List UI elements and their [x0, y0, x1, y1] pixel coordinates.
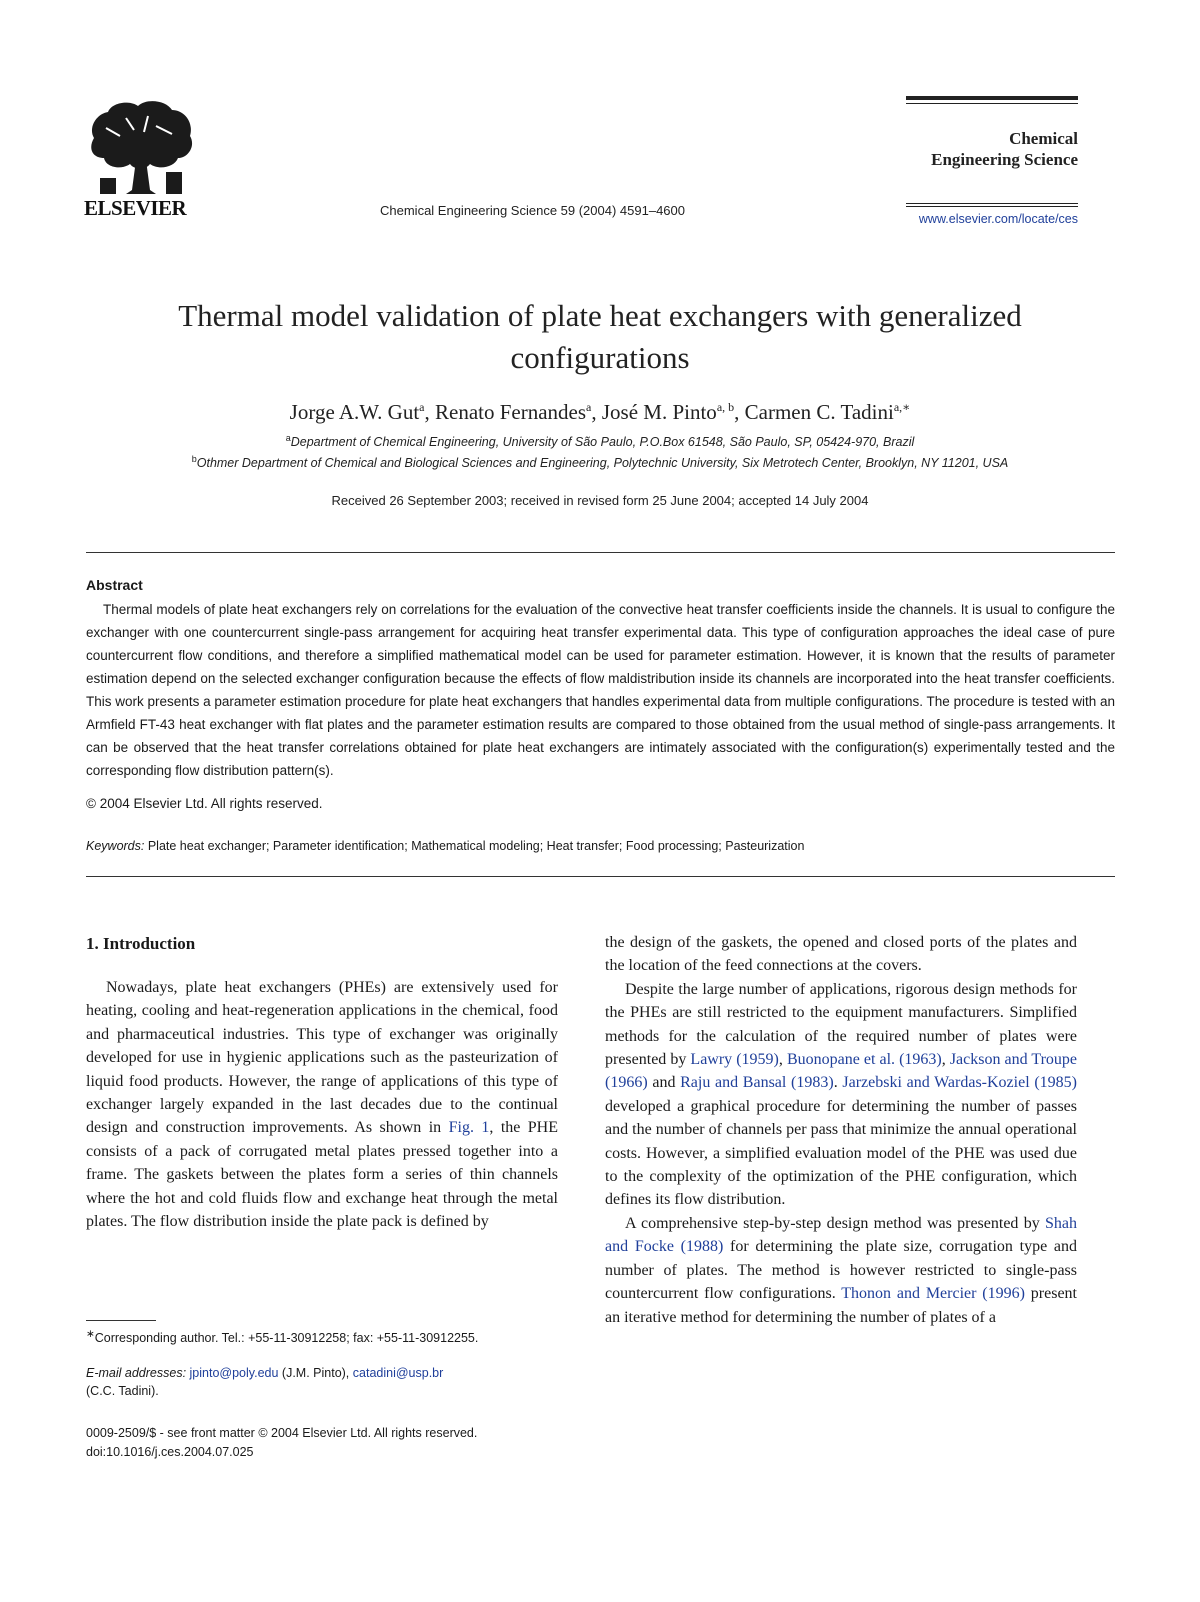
intro-sep: , — [941, 1051, 950, 1069]
intro-right-p2 — [605, 978, 1077, 1212]
ref-thonon-link[interactable]: Thonon and Mercier (1996) — [841, 1285, 1025, 1303]
abstract-rule-top — [86, 552, 1115, 553]
email-pinto-link[interactable]: jpinto@poly.edu — [189, 1366, 279, 1380]
figure-1-link[interactable]: Fig. 1 — [448, 1119, 490, 1137]
ref-shah-link[interactable]: Shah and Focke (1988) — [605, 1214, 1077, 1256]
intro-sep: , — [778, 1051, 787, 1069]
author-affil-mark: a,∗ — [893, 400, 911, 414]
ref-raju-link[interactable]: Raju and Bansal (1983) — [680, 1074, 834, 1092]
intro-right-column — [605, 931, 1077, 1329]
intro-text: present an iterative method for determining the number of plates of a — [605, 1285, 1077, 1326]
ref-jarzebski-link[interactable]: Jarzebski and Wardas-Koziel (1985) — [842, 1074, 1077, 1092]
author-name: Renato Fernandes — [435, 400, 587, 424]
footnote-rule — [86, 1320, 156, 1321]
author-name: Jorge A.W. Gut — [289, 400, 420, 424]
journal-citation: Chemical Engineering Science 59 (2004) 4591–4600 — [380, 203, 685, 218]
author-affil-mark: a, b — [716, 400, 735, 414]
received-dates: Received 26 September 2003; received in revised form 25 June 2004; accepted 14 July 2004 — [331, 493, 869, 508]
abstract-heading: Abstract — [86, 577, 143, 593]
affiliation-a — [60, 433, 1140, 449]
intro-text: A comprehensive step-by-step design method was presented by — [625, 1214, 1045, 1232]
author-name: José M. Pinto — [601, 400, 717, 424]
section-heading-introduction: 1. Introduction — [86, 934, 196, 953]
intro-text: for determining the plate size, corrugation type and number of plates. The method is however restricted to single-pass countercurrent flow configurations. — [605, 1238, 1077, 1303]
abstract-text: Thermal models of plate heat exchangers rely on correlations for the evaluation of the convective heat transfer coefficients inside the channels. It is usual to configure the exchanger with one countercurrent single-pass arrangement for acquiring heat transfer experimental data. This type of configuration approaches the ideal case of pure countercurrent flow conditions, and therefore a simplified mathematical model can be used for parameter estimation. However, it is known that the results of parameter estimation depend on the selected exchanger configuration because the effects of flow maldistribution inside its channels are incorporated into the heat transfer coefficients. This work presents a parameter estimation procedure for plate heat exchangers that handles experimental data from multiple configurations. The procedure is tested with an Armfield FT-43 heat exchanger with flat plates and the parameter estimation results are compared to those obtained from the usual method of single-pass arrangements. It can be observed that the heat transfer correlations obtained for plate heat exchangers are intimately associated with the configuration(s) experimentally tested and the corresponding flow distribution pattern(s). — [86, 602, 1115, 778]
keywords — [86, 839, 804, 853]
affiliation-a-label: a — [285, 433, 291, 443]
author-affil-mark: a — [419, 400, 425, 414]
intro-text: Despite the large number of applications, rigorous design methods for the PHEs are still restricted to the equipment manufacturers. Simplified methods for the calculation of the required number of plates were presented by — [605, 980, 1077, 1069]
email-owner: (J.M. Pinto), — [278, 1366, 353, 1380]
affiliation-b-text: Othmer Department of Chemical and Biological Sciences and Engineering, Polytechnic University, Six Metrotech Center, Brooklyn, NY 11201, USA — [196, 456, 1009, 471]
doi-line[interactable]: doi:10.1016/j.ces.2004.07.025 — [86, 1445, 254, 1459]
article-title-line2: configurations — [510, 340, 690, 375]
intro-left-paragraph — [86, 976, 558, 1233]
email-tadini-link[interactable]: catadini@usp.br — [352, 1366, 444, 1380]
issn-line: 0009-2509/$ - see front matter © 2004 Elsevier Ltd. All rights reserved. — [86, 1426, 478, 1440]
intro-text: developed a graphical procedure for determining the number of passes and the number of channels per pass that minimize the annual operational costs. However, a simplified evaluation model of the PHE was used due to the complexity of the optimization of the PHE configuration, which defines its flow distribution. — [605, 1097, 1077, 1209]
intro-right-p0: the design of the gaskets, the opened and closed ports of the plates and the location of the feed connections at the covers. — [605, 934, 1077, 975]
journal-url-link[interactable]: www.elsevier.com/locate/ces — [918, 212, 1078, 226]
email-owner: (C.C. Tadini). — [86, 1384, 159, 1398]
email-label: E-mail addresses: — [86, 1366, 187, 1380]
article-title — [80, 295, 1120, 379]
intro-text: , the PHE consists of a pack of corrugated metal plates pressed together into a frame. The gaskets between the plates form a series of thin channels where the hot and cold fluids flow and exchange heat through the metal plates. The flow distribution inside the plate pack is defined by — [86, 1119, 559, 1231]
intro-sep: and — [647, 1074, 681, 1092]
author-name: Carmen C. Tadini — [744, 400, 894, 424]
affiliation-a-text: Department of Chemical Engineering, University of São Paulo, P.O.Box 61548, São Paulo, SP, 05424-970, Brazil — [290, 435, 915, 450]
journal-brand — [906, 96, 1078, 226]
ref-buonopane-link[interactable]: Buonopane et al. (1963) — [786, 1051, 942, 1069]
affiliation-b-label: b — [191, 454, 197, 464]
abstract-copyright: © 2004 Elsevier Ltd. All rights reserved. — [86, 796, 323, 811]
journal-name-line2: Engineering Science — [931, 150, 1078, 169]
article-title-line1: Thermal model validation of plate heat exchangers with generalized — [178, 298, 1022, 333]
intro-right-p3 — [605, 1212, 1077, 1329]
footnote-corresponding-text: Corresponding author. Tel.: +55-11-30912258; fax: +55-11-30912255. — [94, 1331, 479, 1346]
intro-text: Nowadays, plate heat exchangers (PHEs) are extensively used for heating, cooling and heat-regeneration applications in the chemical, food and pharmaceutical industries. This type of exchanger was originally developed for use in hygienic applications such as the pasteurization of liquid food products. However, the range of applications of this type of exchanger largely expanded in the last decades due to the continual design and construction improvements. As shown in — [86, 979, 558, 1137]
brand-rule-top-thick — [906, 96, 1078, 100]
ref-lawry-link[interactable]: Lawry (1959) — [690, 1051, 779, 1069]
author-affil-mark: a — [586, 400, 592, 414]
keywords-label: Keywords: — [86, 839, 145, 853]
intro-sep: . — [833, 1074, 843, 1092]
keywords-list: Plate heat exchanger; Parameter identification; Mathematical modeling; Heat transfer; Food processing; Pasteurization — [147, 839, 805, 853]
footnote-mark: ∗ — [86, 1329, 95, 1340]
journal-name-line1: Chemical — [1009, 129, 1078, 148]
brand-rule-bottom-1 — [906, 203, 1078, 204]
author-list: Jorge A.W. Gut$^a$, Renato Fernandes$^a$, José M. Pinto$^{a, b}$, Carmen C. Tadini$^{a,∗}$ — [289, 400, 911, 424]
journal-name — [906, 128, 1078, 170]
brand-rule-bottom-2 — [906, 206, 1078, 207]
ref-jackson-link[interactable]: Jackson and Troupe (1966) — [605, 1051, 1078, 1092]
abstract-rule-bottom — [86, 876, 1115, 877]
footnote-corresponding — [86, 1326, 558, 1347]
affiliation-b — [60, 454, 1140, 470]
footnote-emails — [86, 1364, 558, 1400]
brand-rule-top-thin — [906, 103, 1078, 104]
publisher-wordmark: ELSEVIER — [84, 196, 187, 220]
